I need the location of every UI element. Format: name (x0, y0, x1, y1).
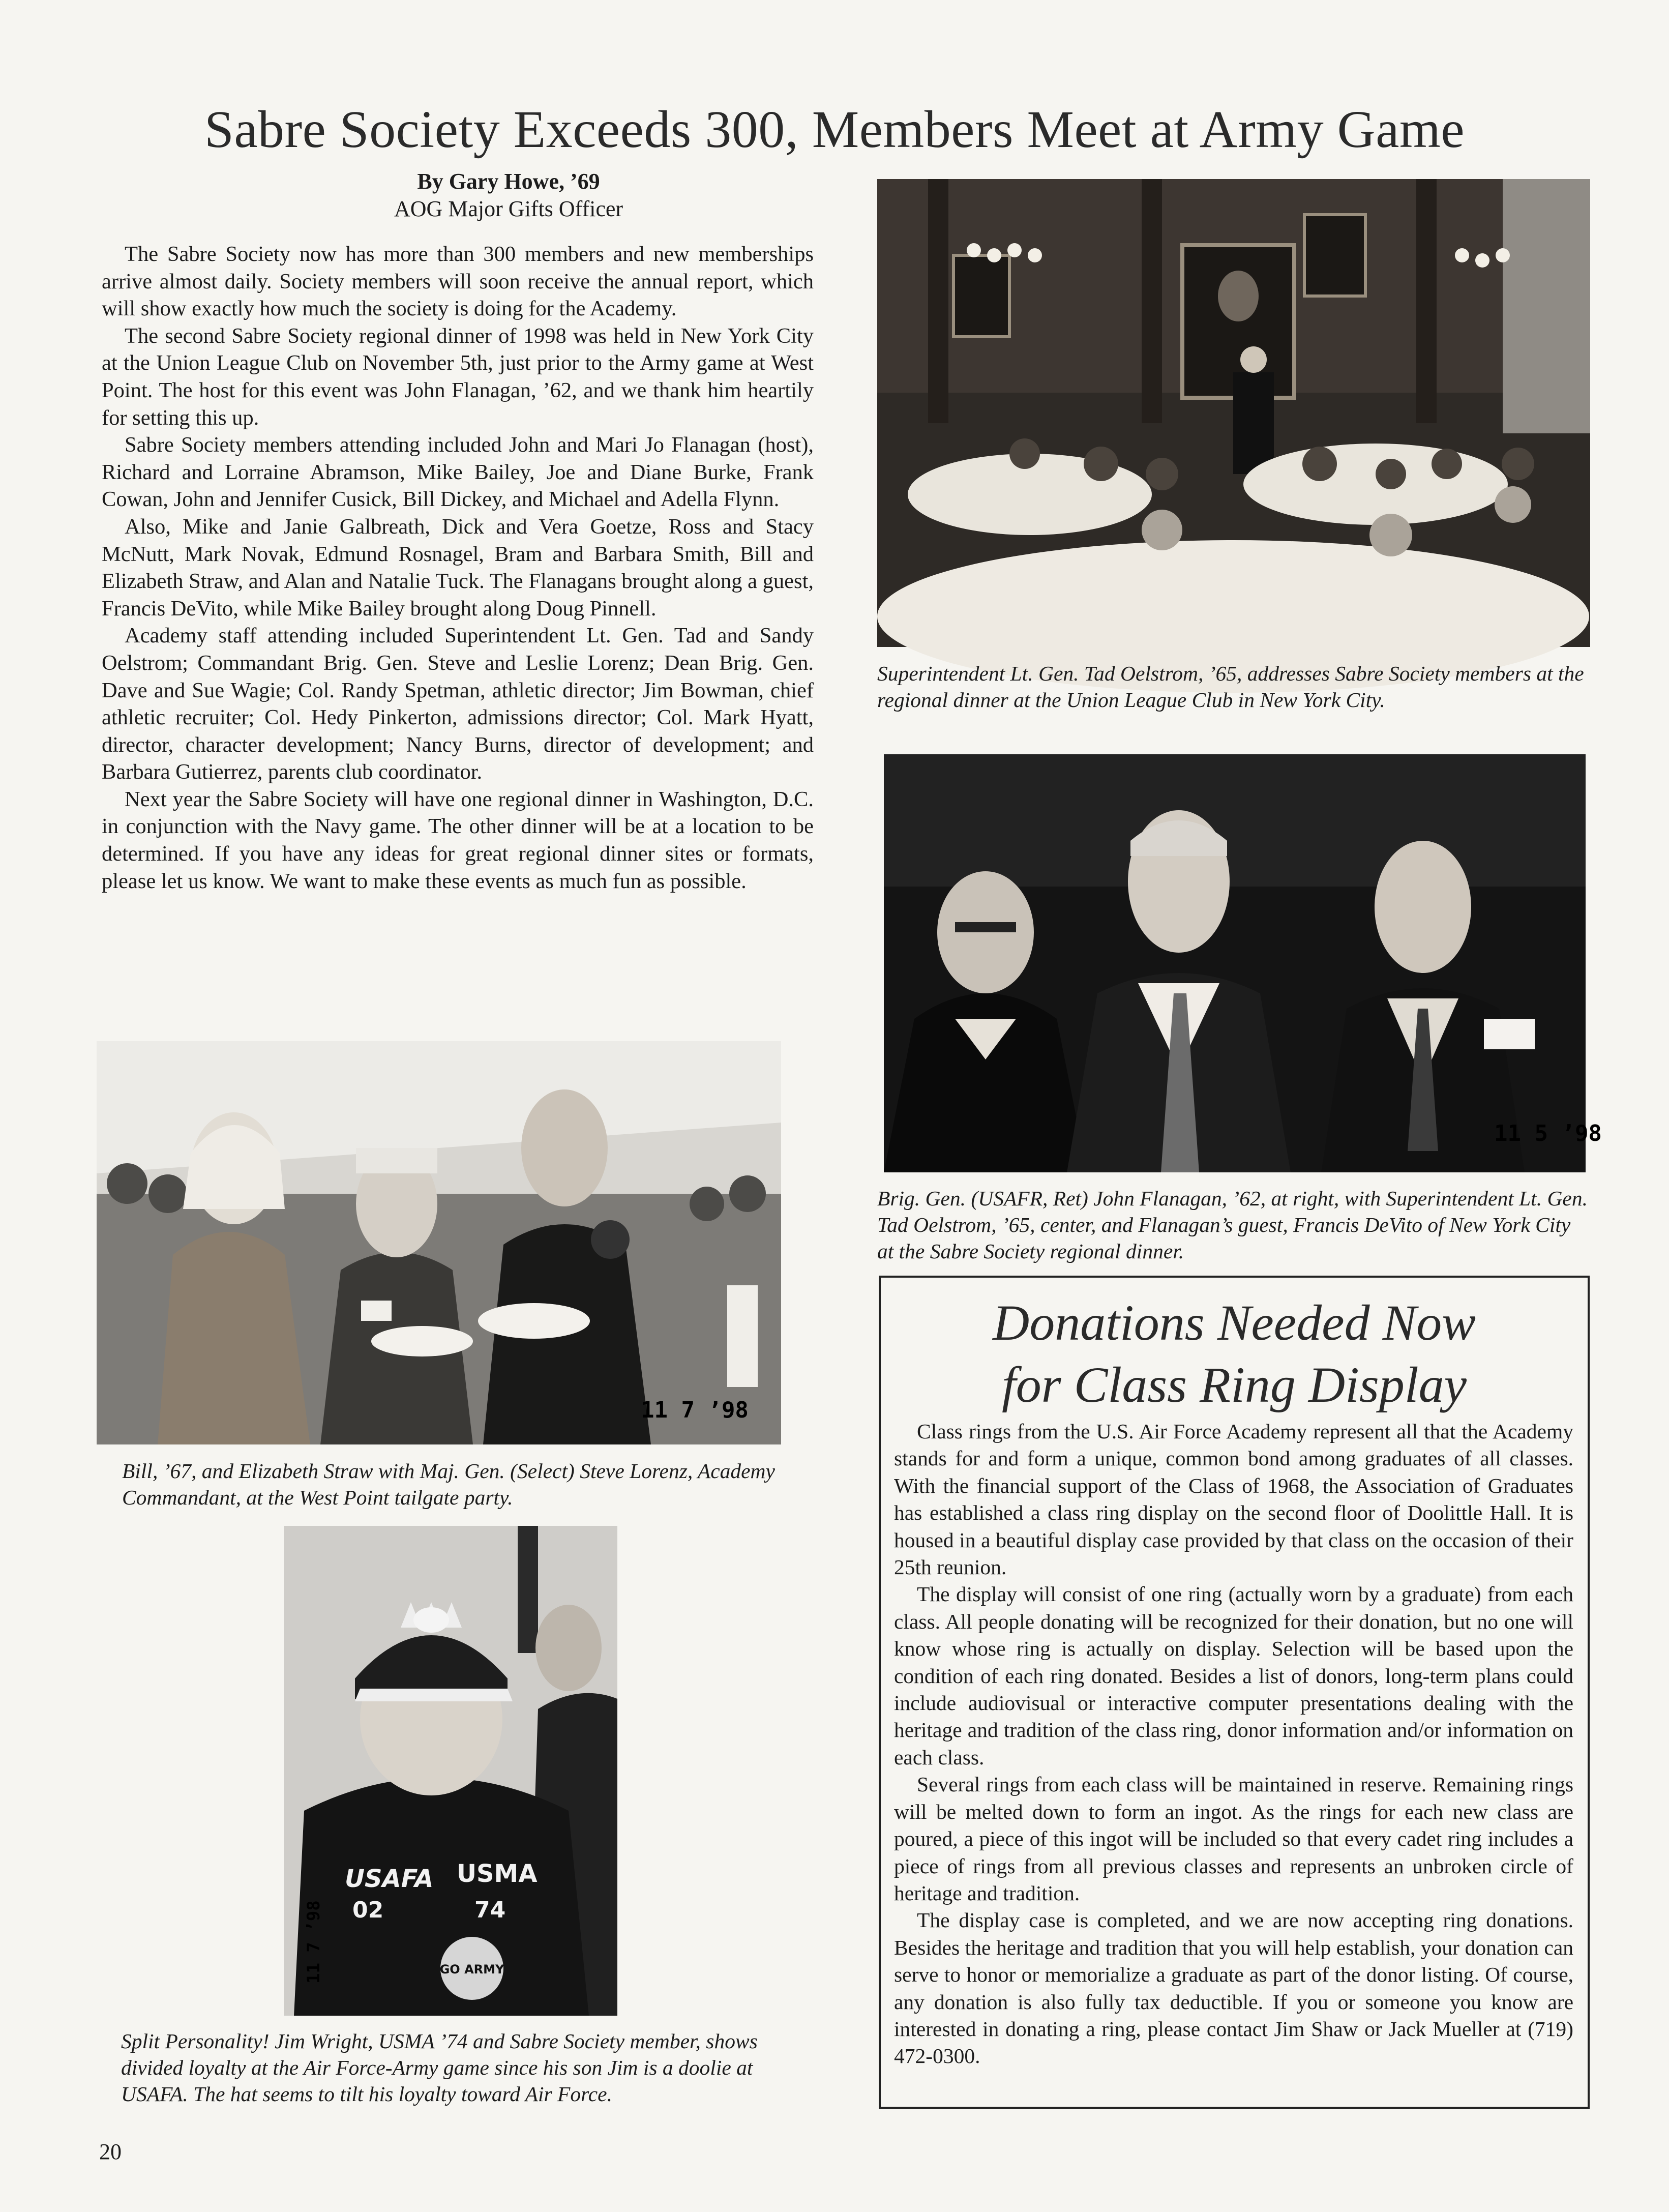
sidebar-paragraph: The display case is completed, and we are now accepting ring donations. Besides the heritage and tradition that you will help establish, your donation can serve to honor or memorialize a graduate as part of the donor listing. Of course, any donation is also fully tax deductible. If you or someone you know are interested in donating a ring, please contact Jim Shaw or Jack Mueller at (719) 472-0300. (894, 1908, 1573, 2068)
tailgate-photo (97, 1041, 781, 1444)
sidebar-paragraph: The display will consist of one ring (actually worn by a graduate) from each class. All people donating will be recognized for their donation, but no one will know whose ring is actually on display. Selection will be based upon the condition of each ring donated. Besides a list of donors, long-term plans could include audiovisual or interactive computer presentations dealing with the heritage and tradition of the class ring, donor information and/or information on each class. (894, 1582, 1573, 1769)
tailgate-date-stamp: 11 7 ’98 (641, 1397, 749, 1423)
split-date-stamp: 11 7 ’98 (304, 1900, 324, 1984)
article-title: Sabre Society Exceeds 300, Members Meet at Army Game (204, 100, 1465, 159)
sidebar-paragraph: Several rings from each class will be maintained in reserve. Remaining rings will be melted down to form an ingot. As the rings for each new class are poured, a piece of this ingot will be included so that every cadet ring includes a piece of rings from all previous classes and represents an unbroken circle of heritage and tradition. (894, 1773, 1573, 1905)
split-photo-caption: Split Personality! Jim Wright, USMA ’74 and Sabre Society member, shows divided loyalty at the Air Force-Army game since his son Jim is a doolie at USAFA. The hat seems to tilt his loyalty toward Air Force. (121, 2029, 758, 2106)
sidebar-body (894, 1418, 1573, 2070)
article-paragraph: Academy staff attending included Superintendent Lt. Gen. Tad and Sandy Oelstrom; Commandant Brig. Gen. Steve and Leslie Lorenz; Dean Brig. Gen. Dave and Sue Wagie; Col. Randy Spetman, athletic director; Jim Bowman, chief athletic recruiter; Col. Hedy Pinkerton, admissions director; Col. Mark Hyatt, director, character development; Nancy Burns, director of development; and Barbara Gutierrez, parents club coordinator. (102, 624, 814, 784)
article-paragraph: Also, Mike and Janie Galbreath, Dick and Vera Goetze, Ross and Stacy McNutt, Mark Novak, Edmund Rosnagel, Bram and Barbara Smith, Bill and Elizabeth Straw, and Alan and Natalie Tuck. The Flanagans brought along a guest, Francis DeVito, while Mike Bailey brought along Doug Pinnell. (102, 514, 814, 621)
article-body (102, 241, 814, 895)
split-scene-image (284, 1526, 617, 2016)
dinner-photo-caption: Superintendent Lt. Gen. Tad Oelstrom, ’65, addresses Sabre Society members at the regional dinner at the Union League Club in New York City. (877, 662, 1584, 712)
sidebar-title (879, 1292, 1590, 1416)
article-paragraph: Next year the Sabre Society will have one regional dinner in Washington, D.C. in conjunction with the Navy game. The other dinner will be at a location to be determined. If you have any ideas for great regional dinner sites or formats, please let us know. We want to make these events as much fun as possible. (102, 787, 814, 893)
byline (285, 168, 732, 223)
tailgate-scene-image (97, 1041, 781, 1444)
author-role: AOG Major Gifts Officer (394, 196, 623, 221)
trio-scene-image (884, 754, 1602, 1172)
article-paragraph: Sabre Society members attending included John and Mari Jo Flanagan (host), Richard and Lorraine Abramson, Mike Bailey, Joe and Diane Burke, Frank Cowan, John and Jennifer Cusick, Bill Dickey, and Michael and Adella Flynn. (102, 433, 814, 512)
sidebar-paragraph: Class rings from the U.S. Air Force Academy represent all that the Academy stands for and form a unique, common bond among graduates of all classes. With the financial support of the Class of 1968, the Association of Graduates has established a class ring display on the second floor of Doolittle Hall. It is housed in a beautiful display case provided by that class on the occasion of their 25th reunion. (894, 1420, 1573, 1579)
jacket-usafa-number: 02 (352, 1897, 384, 1923)
jacket-usma-label: USMA (457, 1860, 538, 1888)
jacket-usafa-label: USAFA (345, 1865, 434, 1893)
article-paragraph: The second Sabre Society regional dinner of 1998 was held in New York City at the Union League Club on November 5th, just prior to the Army game at West Point. The host for this event was John Flanagan, ’62, and we thank him heartily for setting this up. (102, 323, 814, 430)
dinner-photo (877, 179, 1590, 647)
sidebar-title-line1: Donations Needed Now (993, 1294, 1476, 1351)
go-army-text: GO ARMY (439, 1962, 504, 1977)
author-name: By Gary Howe, ’69 (417, 169, 600, 194)
page-number: 20 (99, 2139, 122, 2164)
article-paragraph: The Sabre Society now has more than 300 members and new memberships arrive almost daily. Society members will soon receive the annual report, which will show exactly how much the society is doing for the Academy. (102, 242, 814, 321)
tailgate-photo-caption: Bill, ’67, and Elizabeth Straw with Maj. Gen. (Select) Steve Lorenz, Academy Commandant, at the West Point tailgate party. (122, 1459, 775, 1509)
dinner-scene-image (877, 179, 1590, 647)
trio-date-stamp: 11 5 ’98 (1494, 1120, 1602, 1146)
sidebar-title-line2: for Class Ring Display (1002, 1356, 1467, 1413)
jacket-usma-number: 74 (474, 1897, 506, 1923)
split-personality-photo (284, 1526, 617, 2016)
trio-photo (884, 754, 1602, 1172)
trio-photo-caption: Brig. Gen. (USAFR, Ret) John Flanagan, ’62, at right, with Superintendent Lt. Gen. Tad Oelstrom, ’65, center, and Flanagan’s guest, Francis DeVito of New York City at the Sabre Society regional dinner. (877, 1187, 1588, 1263)
